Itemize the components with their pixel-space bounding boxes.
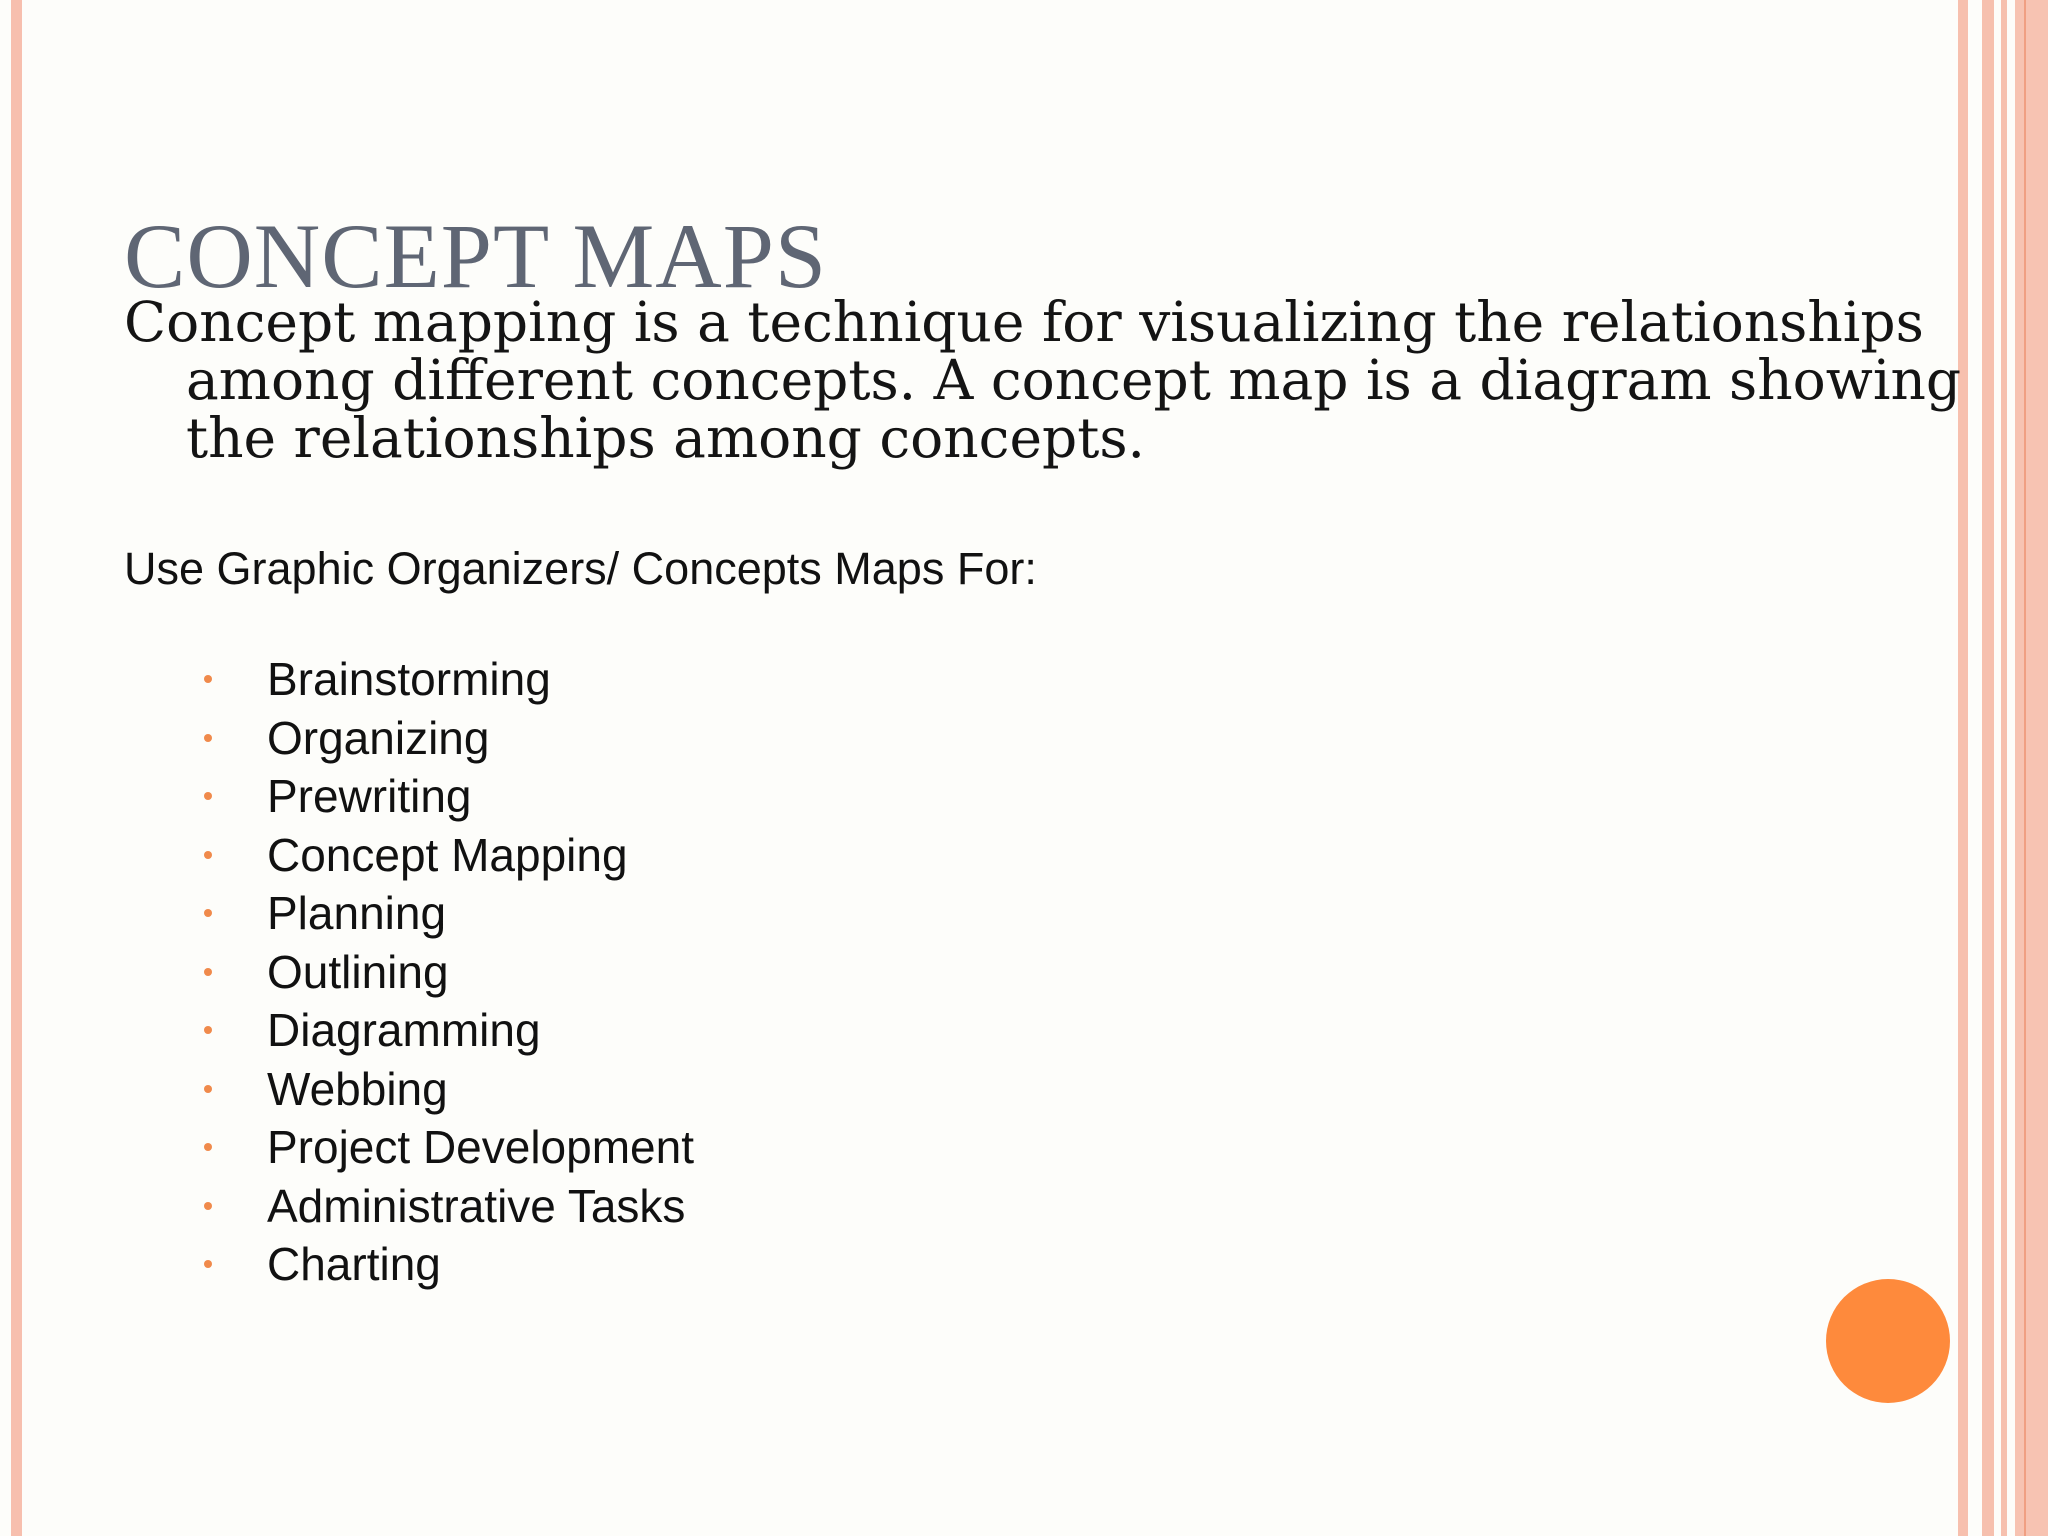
bullet-dot-icon [204,1143,212,1151]
list-item [200,826,694,885]
uses-list [200,650,694,1294]
uses-heading: Use Graphic Organizers/ Concepts Maps For: [124,543,1037,594]
left-border-stripe [11,0,22,1536]
bullet-dot-icon [204,851,212,859]
right-border-stripe [2001,0,2007,1536]
right-border-stripe [2015,0,2048,1536]
list-item [200,1001,694,1060]
list-item [200,1118,694,1177]
list-item-label: Planning [267,887,447,939]
list-item-label: Administrative Tasks [267,1179,686,1232]
bullet-dot-icon [204,968,212,976]
decorative-circle-icon [1826,1279,1950,1403]
list-item-label: Project Development [267,1121,694,1173]
bullet-dot-icon [204,675,212,683]
list-item-label: Brainstorming [267,653,551,705]
slide-title: CONCEPT MAPS [124,205,828,307]
list-item [200,1060,694,1119]
right-border-stripe [1958,0,1968,1536]
list-item [200,1177,694,1236]
list-item [200,943,694,1002]
list-item [200,650,694,709]
list-item-label: Outlining [267,945,449,998]
bullet-dot-icon [204,909,212,917]
list-item-label: Organizing [267,711,490,764]
list-item-label: Prewriting [267,770,472,822]
bullet-dot-icon [204,734,212,742]
list-item-label: Charting [267,1238,441,1290]
list-item [200,767,694,826]
bullet-dot-icon [204,1085,212,1093]
list-item [200,1235,694,1294]
list-item-label: Concept Mapping [267,828,628,881]
bullet-dot-icon [204,792,212,800]
right-border-stripe [2024,0,2026,1536]
bullet-dot-icon [204,1202,212,1210]
list-item-label: Diagramming [267,1004,541,1056]
intro-paragraph: Concept mapping is a technique for visualizing the relationships among different concepts. A concept map is a diagram showing the relationships among concepts. [124,290,1962,470]
bullet-dot-icon [204,1026,212,1034]
list-item [200,884,694,943]
right-border-stripe [1982,0,1994,1536]
bullet-dot-icon [204,1260,212,1268]
list-item-label: Webbing [267,1062,448,1115]
list-item [200,709,694,768]
